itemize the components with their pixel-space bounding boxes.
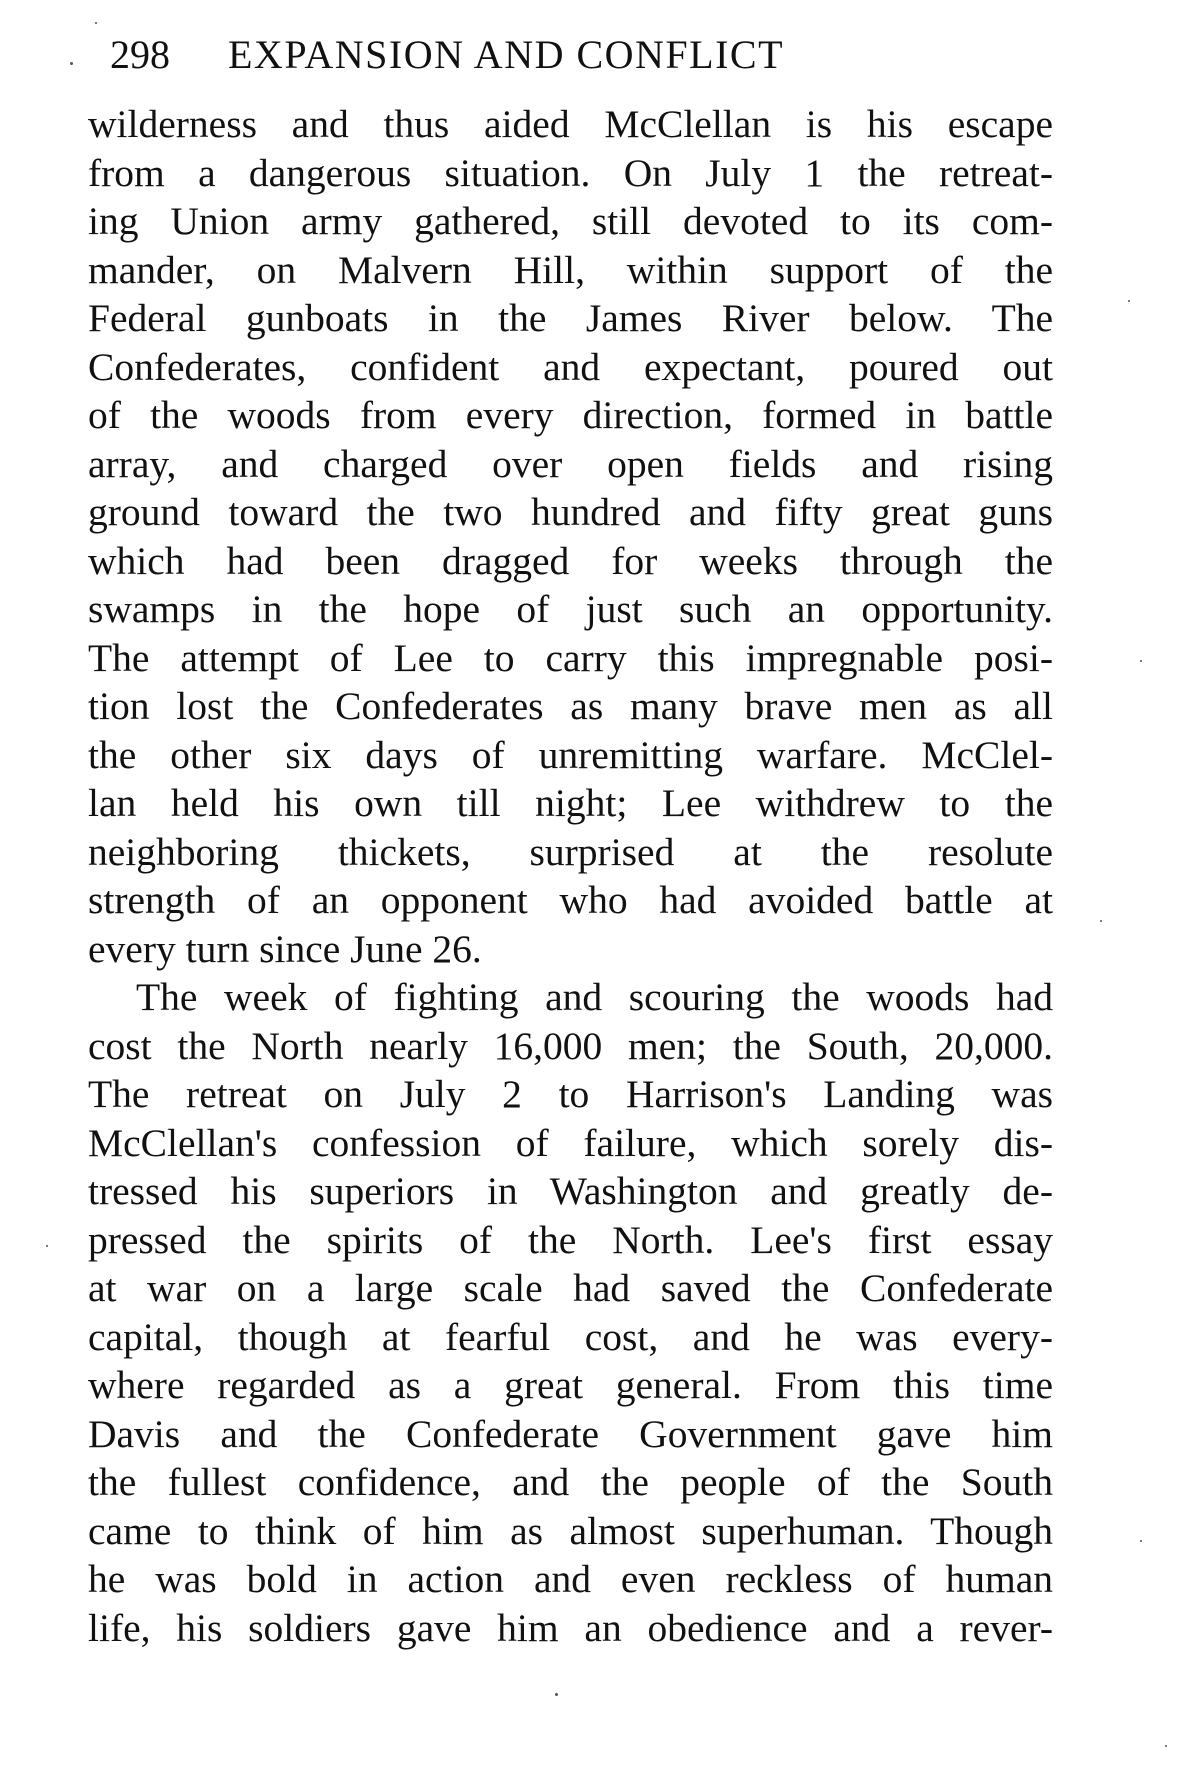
text-line: swamps in the hope of just such an opportunity. (88, 587, 1053, 631)
text-line: capital, though at fearful cost, and he was every- (88, 1314, 1053, 1359)
scan-speck (70, 62, 73, 65)
text-line: pressed the spirits of the North. Lee's first essay (88, 1217, 1053, 1262)
text-line: Davis and the Confederate Government gave him (88, 1411, 1053, 1456)
text-line: Federal gunboats in the James River below. The (88, 296, 1053, 340)
text-line: array, and charged over open fields and rising (88, 441, 1053, 486)
text-line: wilderness and thus aided McClellan is his escape (88, 102, 1053, 146)
scan-speck (95, 22, 97, 24)
paragraph-1 (88, 100, 1053, 973)
text-line: the fullest confidence, and the people of the South (88, 1460, 1053, 1504)
scan-speck (1140, 1540, 1142, 1542)
text-line: The attempt of Lee to carry this impregnable posi- (88, 635, 1053, 680)
body-text (88, 100, 1053, 1652)
text-line: ground toward the two hundred and fifty great guns (88, 490, 1053, 534)
paragraph-2 (88, 973, 1053, 1652)
text-line: tion lost the Confederates as many brave men as all (88, 684, 1053, 728)
running-head (110, 30, 1060, 80)
scan-speck (1165, 1745, 1167, 1747)
text-line: life, his soldiers gave him an obedience and a rever- (88, 1605, 1053, 1650)
text-line: tressed his superiors in Washington and greatly de- (88, 1169, 1053, 1213)
text-line: came to think of him as almost superhuman. Though (88, 1508, 1053, 1553)
text-line: of the woods from every direction, formed in battle (88, 393, 1053, 437)
text-line: lan held his own till night; Lee withdrew to the (88, 781, 1053, 825)
text-line: Confederates, confident and expectant, poured out (88, 344, 1053, 389)
running-title: EXPANSION AND CONFLICT (228, 32, 785, 77)
text-line: The week of fighting and scouring the woods had (136, 975, 1053, 1019)
text-line: which had been dragged for weeks through the (88, 538, 1053, 583)
text-line: ing Union army gathered, still devoted to its com- (88, 199, 1053, 243)
text-line: The retreat on July 2 to Harrison's Landing was (88, 1072, 1053, 1116)
text-line: from a dangerous situation. On July 1 the retreat- (88, 150, 1053, 195)
scan-speck (46, 1245, 48, 1247)
text-line: every turn since June 26. (88, 926, 482, 971)
text-line: at war on a large scale had saved the Confederate (88, 1266, 1053, 1310)
text-line: cost the North nearly 16,000 men; the South, 20,000. (88, 1023, 1053, 1068)
page-number: 298 (110, 32, 170, 77)
text-line: where regarded as a great general. From this time (88, 1363, 1053, 1407)
text-line: strength of an opponent who had avoided battle at (88, 878, 1053, 922)
scan-speck (555, 1693, 558, 1696)
text-line: neighboring thickets, surprised at the resolute (88, 829, 1053, 874)
scan-speck (1128, 300, 1130, 302)
scan-speck (1100, 920, 1102, 922)
text-line: the other six days of unremitting warfare. McClel- (88, 732, 1053, 777)
text-line: he was bold in action and even reckless of human (88, 1557, 1053, 1601)
scan-speck (1140, 660, 1142, 662)
text-line: McClellan's confession of failure, which sorely dis- (88, 1120, 1053, 1165)
text-line: mander, on Malvern Hill, within support of the (88, 247, 1053, 292)
